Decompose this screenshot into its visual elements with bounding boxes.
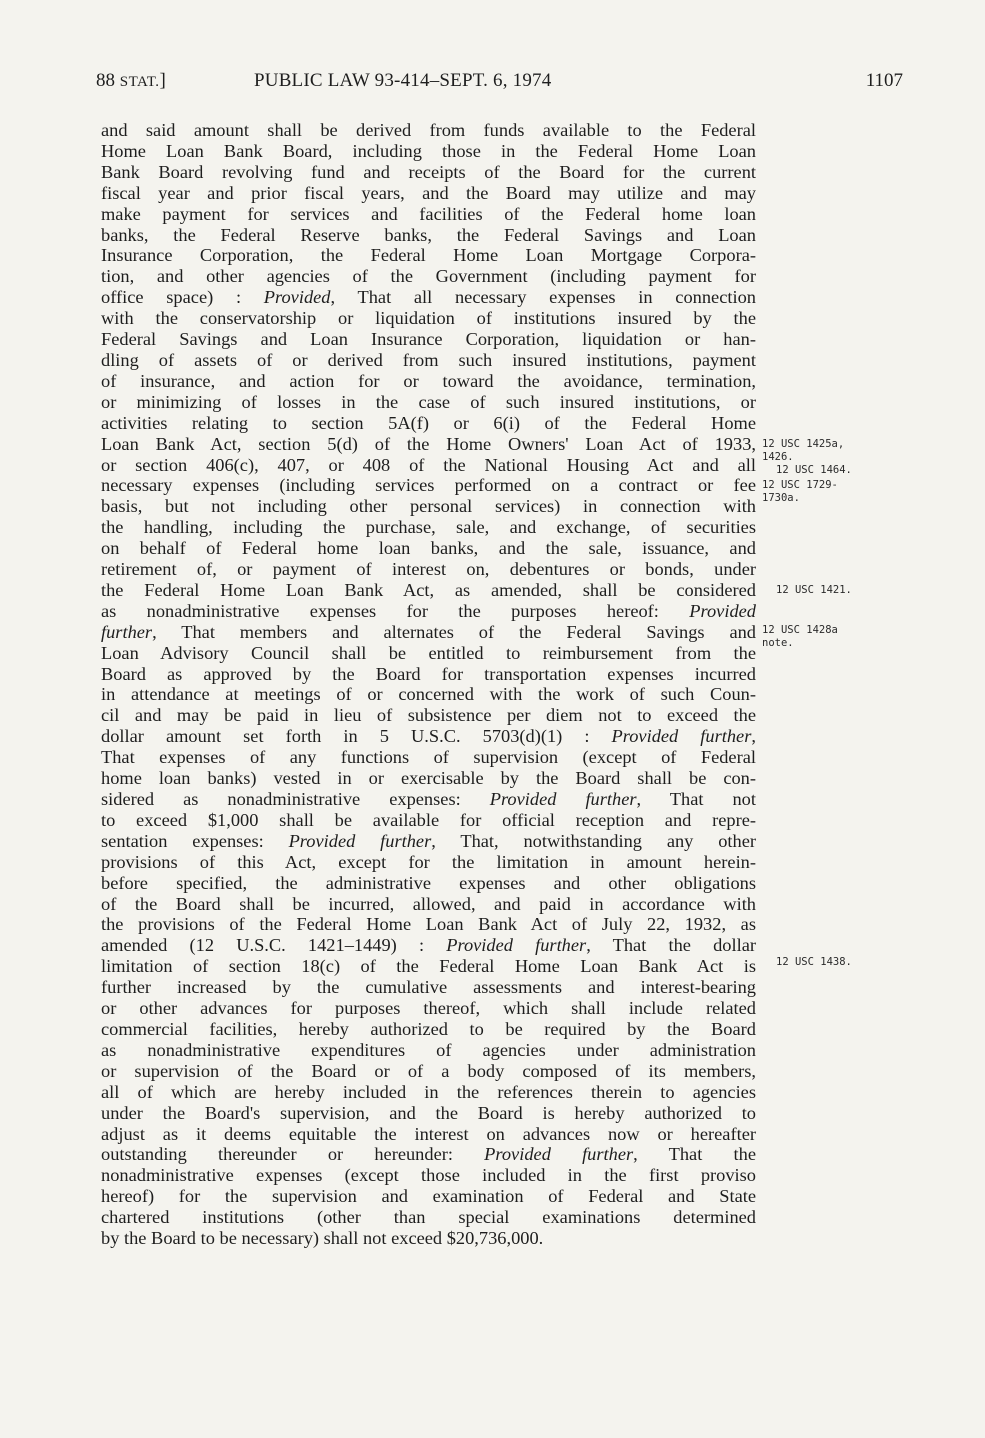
text-line: in attendance at meetings of or concerned with the work of such Coun- xyxy=(101,684,756,705)
text-line: necessary expenses (including services performed on a contract or fee xyxy=(101,475,756,496)
text-line: amended (12 U.S.C. 1421–1449) : Provided further, That the dollar xyxy=(101,935,756,956)
margin-note xyxy=(762,479,838,505)
text-line: the handling, including the purchase, sale, and exchange, of securities xyxy=(101,517,756,538)
text-line: hereof) for the supervision and examination of Federal and State xyxy=(101,1186,756,1207)
margin-note xyxy=(776,464,852,477)
text-line: banks, the Federal Reserve banks, the Federal Savings and Loan xyxy=(101,224,756,245)
page-number: 1107 xyxy=(865,70,903,91)
text-line: the provisions of the Federal Home Loan Bank Act of July 22, 1932, as xyxy=(101,914,756,935)
text-line: with the conservatorship or liquidation of institutions insured by the xyxy=(101,308,756,329)
text-line: or supervision of the Board or of a body composed of its members, xyxy=(101,1060,756,1081)
text-line: Insurance Corporation, the Federal Home Loan Mortgage Corpora- xyxy=(101,245,756,266)
text-line: Loan Bank Act, section 5(d) of the Home Owners' Loan Act of 1933, xyxy=(101,433,756,454)
body-text xyxy=(101,120,756,1249)
margin-note-line: 1426. xyxy=(762,451,794,463)
text-line: adjust as it deems equitable the interest on advances now or hereafter xyxy=(101,1123,756,1144)
statute-volume: 88 STAT.] xyxy=(96,70,166,91)
margin-note xyxy=(776,956,852,969)
text-line: nonadministrative expenses (except those included in the first proviso xyxy=(101,1165,756,1186)
text-line: all of which are hereby included in the references therein to agencies xyxy=(101,1081,756,1102)
text-line: as nonadministrative expenditures of agencies under administration xyxy=(101,1039,756,1060)
margin-note xyxy=(762,624,838,650)
text-line: office space) : Provided, That all necessary expenses in connection xyxy=(101,287,756,308)
margin-note-line: 12 USC 1428a xyxy=(762,624,838,636)
text-line: commercial facilities, hereby authorized to be required by the Board xyxy=(101,1018,756,1039)
margin-note xyxy=(762,438,844,464)
text-line: further increased by the cumulative assessments and interest-bearing xyxy=(101,977,756,998)
page-header xyxy=(96,70,903,94)
text-line: home loan banks) vested in or exercisable by the Board shall be con- xyxy=(101,768,756,789)
text-line: or section 406(c), 407, or 408 of the National Housing Act and all xyxy=(101,454,756,475)
text-line: Bank Board revolving fund and receipts of the Board for the current xyxy=(101,161,756,182)
text-line: limitation of section 18(c) of the Federal Home Loan Bank Act is xyxy=(101,956,756,977)
text-line: of insurance, and action for or toward the avoidance, termination, xyxy=(101,370,756,391)
margin-note-line: 12 USC 1464. xyxy=(776,464,852,476)
text-line: fiscal year and prior fiscal years, and the Board may utilize and may xyxy=(101,182,756,203)
text-line: before specified, the administrative expenses and other obligations xyxy=(101,872,756,893)
text-line: Home Loan Bank Board, including those in the Federal Home Loan xyxy=(101,140,756,161)
text-line: sidered as nonadministrative expenses: Provided further, That not xyxy=(101,789,756,809)
text-line: of the Board shall be incurred, allowed, and paid in accordance with xyxy=(101,893,756,914)
text-line: or minimizing of losses in the case of such insured institutions, or xyxy=(101,391,756,412)
text-line: further, That members and alternates of the Federal Savings and xyxy=(101,621,756,642)
text-line: sentation expenses: Provided further, That, notwithstanding any other xyxy=(101,830,757,851)
text-line: dollar amount set forth in 5 U.S.C. 5703(d)(1) : Provided further, xyxy=(101,726,756,747)
text-line: make payment for services and facilities of the Federal home loan xyxy=(101,203,756,224)
text-line: to exceed $1,000 shall be available for official reception and repre- xyxy=(101,809,756,830)
text-line: as nonadministrative expenses for the purposes hereof: Provided xyxy=(101,600,756,621)
text-line: on behalf of Federal home loan banks, and the sale, issuance, and xyxy=(101,538,756,559)
text-line: Federal Savings and Loan Insurance Corporation, liquidation or han- xyxy=(101,329,756,350)
text-line: cil and may be paid in lieu of subsistence per diem not to exceed the xyxy=(101,705,756,726)
text-line: Board as approved by the Board for transportation expenses incurred xyxy=(101,663,756,684)
text-line: chartered institutions (other than special examinations determined xyxy=(101,1207,756,1228)
text-line: tion, and other agencies of the Government (including payment for xyxy=(101,266,756,287)
text-line: the Federal Home Loan Bank Act, as amended, shall be considered xyxy=(101,579,756,600)
margin-note-line: 1730a. xyxy=(762,492,800,504)
text-line: outstanding thereunder or hereunder: Provided further, That the xyxy=(101,1144,756,1165)
text-line: retirement of, or payment of interest on, debentures or bonds, under xyxy=(101,559,756,580)
margin-note-line: 12 USC 1729- xyxy=(762,479,838,491)
running-title: PUBLIC LAW 93-414–SEPT. 6, 1974 xyxy=(254,70,552,91)
text-line: Loan Advisory Council shall be entitled to reimbursement from the xyxy=(101,642,756,663)
text-line: provisions of this Act, except for the limitation in amount herein- xyxy=(101,851,756,872)
text-line: by the Board to be necessary) shall not exceed $20,736,000. xyxy=(101,1228,544,1249)
margin-note-line: 12 USC 1438. xyxy=(776,956,852,968)
text-line: or other advances for purposes thereof, which shall include related xyxy=(101,998,756,1019)
margin-note-line: note. xyxy=(762,637,794,649)
margin-note-line: 12 USC 1421. xyxy=(776,584,852,596)
text-line: basis, but not including other personal services) in connection with xyxy=(101,496,756,517)
text-line: and said amount shall be derived from funds available to the Federal xyxy=(101,120,756,140)
margin-note-line: 12 USC 1425a, xyxy=(762,438,845,450)
text-line: That expenses of any functions of supervision (except of Federal xyxy=(101,747,756,768)
text-line: under the Board's supervision, and the Board is hereby authorized to xyxy=(101,1102,756,1123)
text-line: dling of assets of or derived from such insured institutions, payment xyxy=(101,349,756,370)
text-line: activities relating to section 5A(f) or 6(i) of the Federal Home xyxy=(101,412,756,433)
margin-note xyxy=(776,584,852,597)
